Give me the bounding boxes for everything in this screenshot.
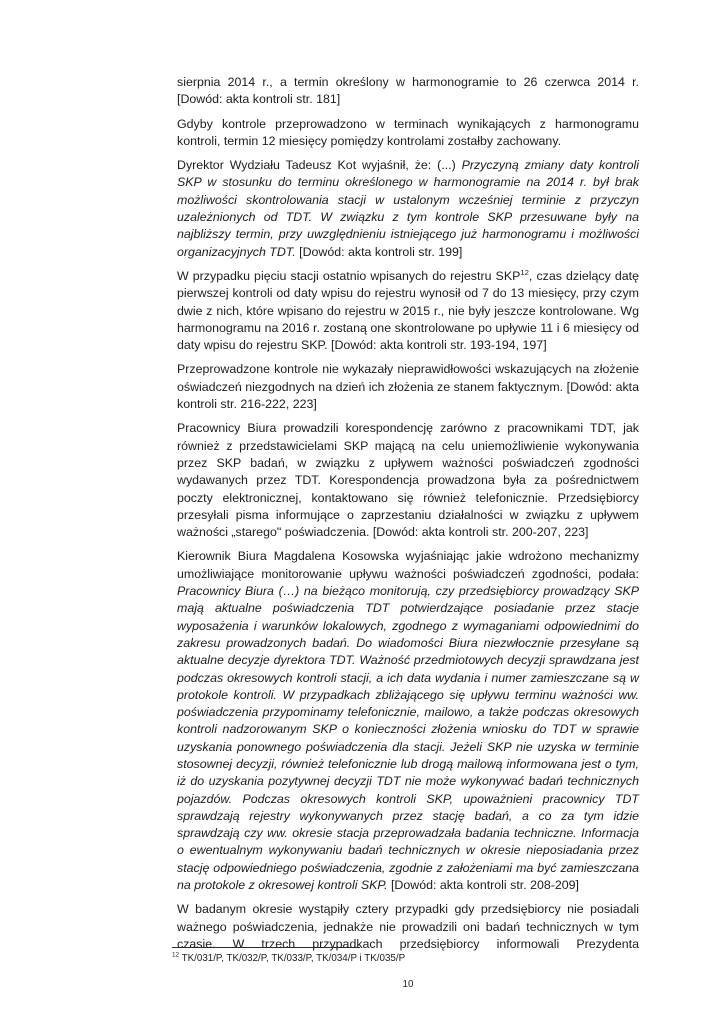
paragraph [177,116,639,151]
paragraph [177,268,639,354]
paragraph [177,901,639,953]
footnote-divider [172,947,360,948]
text-segment: Przeprowadzone kontrole nie wykazały nieprawidłowości wskazujących na złożenie oświadczeń niezgodnych na dzień ich złożenia ze stanem faktycznym. [Dowód: akta kontroli str. 216-222, 223] [177,362,639,412]
text-segment: sierpnia 2014 r., a termin określony w harmonogramie to 26 czerwca 2014 r. [Dowód: akta kontroli str. 181] [177,75,639,107]
text-segment: Przyczyną zmiany daty kontroli SKP w stosunku do terminu określonego w harmonogramie na 2014 r. był brak możliwości skontrolowania stacji w ustalonym wcześniej terminie z przyczyn uzależnionych od TDT. W związku z tym kontrole SKP przesuwane były na najbliższy termin, przy uwzględnieniu istniejącego już harmonogramu i możliwości organizacyjnych TDT. [177,158,639,259]
text-segment: W przypadku pięciu stacji ostatnio wpisanych do rejestru SKP [177,268,521,283]
paragraph [177,361,639,413]
paragraph [177,420,639,541]
text-segment: W badanym okresie wystąpiły cztery przypadki gdy przedsiębiorcy nie posiadali ważnego poświadczenia, jednakże nie prowadzili oni badań technicznych w tym czasie. W trzech przypadkach przedsiębiorcy informowali Prezydenta [177,902,639,951]
text-segment: Dyrektor Wydziału Tadeusz Kot wyjaśnił, że: (...) [177,158,462,173]
text-segment: Kierownik Biura Magdalena Kosowska wyjaśniając jakie wdrożono mechanizmy umożliwiające monitorowanie upływu ważności poświadczeń zgodności, podała: [177,549,639,581]
footnote [172,953,634,966]
paragraph [177,157,639,261]
text-segment: Pracownicy Biura prowadzili korespondencję zarówno z pracownikami TDT, jak również z przedstawicielami SKP mającą na celu uniemożliwienie wykonywania przez SKP badań, w związku z upływem ważności poświadczeń zgodności wydawanych przez TDT. Korespondencja prowadzona była za pośrednictwem poczty elektronicznej, kontaktowano się również telefonicznie. Przedsiębiorcy przesyłali pisma informujące o zaprzestaniu działalności w związku z upływem ważności „starego" poświadczenia. [Dowód: akta kontroli str. 200-207, 223] [177,421,639,540]
footnote-reference: 12 [520,267,529,277]
page-number: 10 [402,979,414,990]
text-segment: [Dowód: akta kontroli str. 199] [295,244,463,259]
text-segment: Pracownicy Biura (…) na bieżąco monitorują, czy przedsiębiorcy prowadzący SKP mają aktualne poświadczenia TDT potwierdzające posiadanie przez stacje wyposażenia i warunków lokalowych, zgodnego z wymaganiami odpowiednimi do zakresu prowadzonych badań. Do wiadomości Biura niezwłocznie przesyłane są aktualne decyzje dyrektora TDT. Ważność przedmiotowych decyzji sprawdzana jest podczas okresowych kontroli stacji, a ich data wydania i numer zamieszczane są w protokole kontroli. W przypadkach zbliżającego się upływu terminu ważności ww. poświadczenia przypominamy telefonicznie, mailowo, a także podczas okresowych kontroli nadzorowanym SKP o konieczności złożenia wniosku do TDT w sprawie uzyskania ponownego poświadczenia dla stacji. Jeżeli SKP nie uzyska w terminie stosownej decyzji, również telefonicznie lub drogą mailową informowana jest o tym, iż do uzyskania pozytywnej decyzji TDT nie może wykonywać badań technicznych pojazdów. Podczas okresowych kontroli SKP, upoważnieni pracownicy TDT sprawdzają rejestry wykonywanych przez stację badań, a co za tym idzie sprawdzają czy ww. okresie stacja przeprowadzała badania techniczne. Informacja o ewentualnym wykonywaniu badań technicznych w okresie nieposiadania przez stację odpowiedniego poświadczenia, zgodnie z założeniami ma być zamieszczana na protokole z okresowej kontroli SKP. [177,584,639,893]
footnote-marker: 12 [172,951,180,959]
text-segment: , czas dzielący datę pierwszej kontroli od daty wpisu do rejestru wynosił od 7 do 13 miesięcy, przy czym dwie z nich, które wpisano do rejestru w 2015 r., nie były jeszcze kontrolowane. Wg harmonogramu na 2016 r. zostaną one skontrolowane po upływie 11 i 6 miesięcy od daty wpisu do rejestru SKP. [Dowód: akta kontroli str. 193-194, 197] [177,268,639,353]
text-segment: Gdyby kontrole przeprowadzono w terminach wynikających z harmonogramu kontroli, termin 12 miesięcy pomiędzy kontrolami zostałby zachowany. [177,116,639,148]
text-segment: [Dowód: akta kontroli str. 208-209] [387,878,579,893]
footnote-area [172,947,634,966]
paragraph [177,548,639,894]
paragraph [177,74,639,109]
document-body [177,74,639,953]
footnote-text: TK/031/P, TK/032/P, TK/033/P, TK/034/P i TK/035/P [181,953,406,964]
